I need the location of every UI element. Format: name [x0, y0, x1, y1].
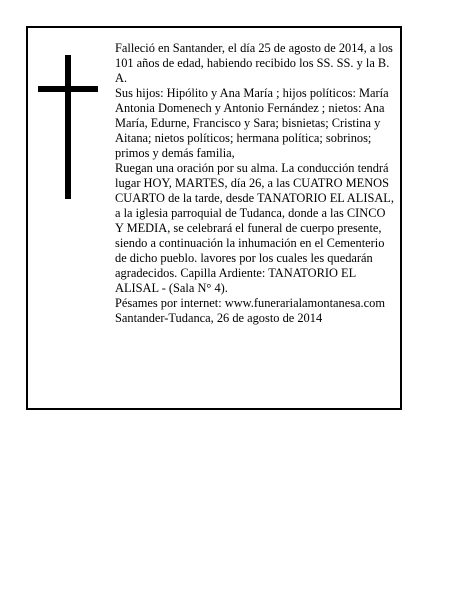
place-and-date: Santander-Tudanca, 26 de agosto de 2014 — [115, 311, 323, 325]
family-list: Sus hijos: Hipólito y Ana María ; hijos políticos: María Antonia Domenech y Antonio Fernández ; nietos: Ana María, Edurne, Francisco y Sara; bisnietas; Cristina y Aitana; nietos políticos; hermana política; sobrinos; primos y demás familia, — [115, 86, 389, 160]
obituary-text — [115, 41, 395, 326]
latin-cross-icon — [38, 55, 98, 199]
funeral-details: Ruegan una oración por su alma. La conducción tendrá lugar HOY, MARTES, día 26, a las CUATRO MENOS CUARTO de la tarde, desde TANATORIO EL ALISAL, a la iglesia parroquial de Tudanca, donde a las CINCO Y MEDIA, se celebrará el funeral de cuerpo presente, siendo a continuación la inhumación en el Cementerio de dicho pueblo. lavores por los cuales les quedarán agradecidos. Capilla Ardiente: TANATORIO EL ALISAL - (Sala N° 4). — [115, 161, 394, 295]
obituary-notice — [26, 26, 402, 410]
cross-horizontal-bar — [38, 86, 98, 92]
death-announcement: Falleció en Santander, el día 25 de agosto de 2014, a los 101 años de edad, habiendo recibido los SS. SS. y la B. A. — [115, 41, 393, 85]
cross-vertical-bar — [65, 55, 71, 199]
condolences-website: Pésames por internet: www.funerarialamontanesa.com — [115, 296, 385, 310]
